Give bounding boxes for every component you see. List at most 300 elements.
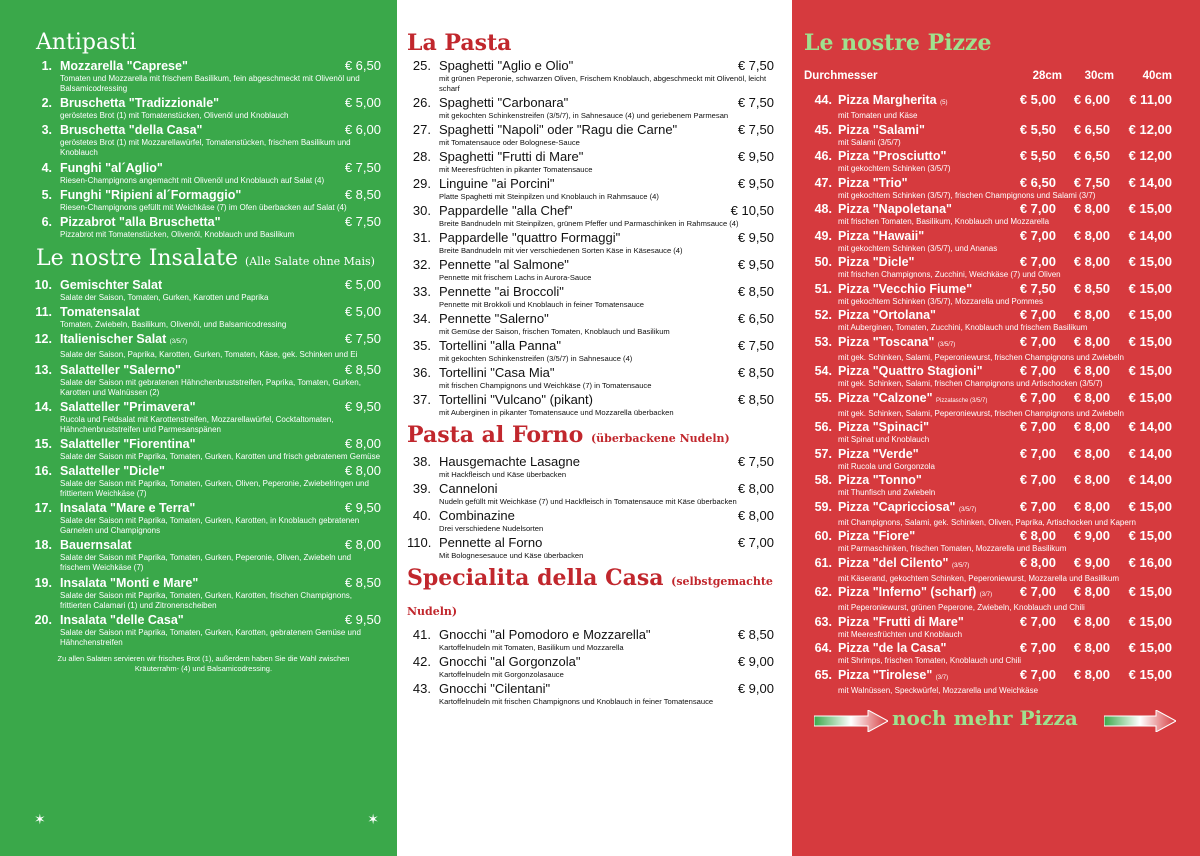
item-name bbox=[435, 338, 716, 354]
item-number: 17. bbox=[34, 501, 52, 516]
item-name-text: Salatteller "Fiorentina" bbox=[60, 436, 196, 451]
section-title-pizze: Le nostre Pizze bbox=[804, 30, 992, 56]
item-price: € 9,00 bbox=[737, 681, 774, 696]
item-price: € 7,50 bbox=[737, 122, 774, 137]
item-description: Drei verschiedene Nudelsorten bbox=[439, 524, 544, 533]
pizza-item bbox=[804, 175, 1172, 201]
price-28cm: € 7,00 bbox=[1019, 201, 1056, 216]
item-description: Kartoffelnudeln mit frischen Champignons und Knoblauch in feiner Tomatensauce bbox=[439, 697, 714, 706]
item-price: € 7,50 bbox=[344, 159, 381, 175]
item-name bbox=[56, 58, 329, 74]
pizza-name bbox=[834, 640, 1002, 656]
pizza-name bbox=[834, 92, 1002, 111]
pizza-tag: Pizzatasche (3/5/7) bbox=[936, 397, 988, 404]
pizza-number: 64. bbox=[814, 641, 832, 655]
item-price: € 5,00 bbox=[344, 304, 381, 320]
item-number: 33. bbox=[412, 284, 431, 299]
item-price: € 9,50 bbox=[737, 176, 774, 191]
menu-item bbox=[407, 230, 774, 256]
menu-item bbox=[407, 508, 774, 534]
item-price: € 8,50 bbox=[737, 284, 774, 299]
price-40cm: € 15,00 bbox=[1128, 363, 1172, 378]
item-name bbox=[56, 331, 329, 350]
item-name bbox=[435, 257, 716, 273]
pizza-description: mit Tomaten und Käse bbox=[838, 111, 918, 120]
price-40cm: € 15,00 bbox=[1128, 640, 1172, 655]
pizza-description: mit gek. Schinken, Salami, frischen Champignons und Artischocken (3/5/7) bbox=[838, 379, 1103, 388]
item-price: € 9,00 bbox=[737, 654, 774, 669]
pizza-description: mit gekochtem Schinken (3/5/7), frischen Champignons und Salami (3/7) bbox=[838, 190, 1096, 200]
pizza-item bbox=[804, 92, 1172, 121]
price-30cm: € 8,00 bbox=[1073, 584, 1110, 599]
pizza-item bbox=[804, 528, 1172, 554]
specialita-title: Specialita della Casa bbox=[407, 565, 664, 591]
item-number: 37. bbox=[412, 392, 431, 407]
price-30cm: € 9,00 bbox=[1073, 554, 1110, 570]
item-price: € 8,00 bbox=[737, 481, 774, 496]
item-price: € 7,50 bbox=[344, 331, 381, 347]
pizza-name bbox=[834, 201, 1002, 217]
menu-item bbox=[26, 331, 381, 360]
item-number: 19. bbox=[34, 575, 52, 590]
item-name-text: Linguine "ai Porcini" bbox=[439, 176, 555, 191]
item-price: € 7,50 bbox=[737, 454, 774, 469]
item-name-text: Bauernsalat bbox=[60, 538, 132, 553]
menu-item bbox=[26, 362, 381, 398]
price-40cm: € 15,00 bbox=[1128, 307, 1172, 322]
menu-item bbox=[407, 654, 774, 680]
pizza-description: mit Meeresfrüchten und Knoblauch bbox=[838, 629, 963, 639]
item-price: € 6,00 bbox=[344, 122, 381, 138]
price-28cm: € 7,00 bbox=[1019, 333, 1056, 349]
pizza-name-text: Pizza "Tonno" bbox=[838, 473, 922, 487]
item-name bbox=[56, 160, 329, 176]
pizza-name bbox=[834, 307, 1002, 323]
item-name bbox=[435, 365, 716, 381]
section-title-pasta: La Pasta bbox=[407, 30, 512, 56]
pizza-name-text: Pizza "Verde" bbox=[838, 446, 919, 461]
antipasti-list bbox=[26, 58, 381, 240]
menu-item bbox=[26, 463, 381, 499]
size-40: 40cm bbox=[1142, 70, 1172, 82]
price-40cm: € 14,00 bbox=[1128, 419, 1172, 434]
price-28cm: € 8,00 bbox=[1019, 528, 1056, 543]
pizza-item bbox=[804, 307, 1172, 333]
item-description: mit gekochten Schinkenstreifen (3/5/7), in Sahnesauce (4) und geriebenem Parmesan bbox=[439, 111, 729, 120]
item-number: 16. bbox=[34, 464, 52, 479]
pizza-name bbox=[834, 555, 1002, 574]
menu-item bbox=[407, 454, 774, 480]
price-40cm: € 14,00 bbox=[1128, 227, 1172, 243]
pizza-description: mit gekochtem Schinken (3/5/7), und Ananas bbox=[838, 243, 998, 253]
item-number: 18. bbox=[34, 538, 52, 553]
price-30cm: € 8,00 bbox=[1073, 333, 1110, 349]
item-description: Rucola und Feldsalat mit Karottenstreifen, Mozzarellawürfel, Cocktaltomaten, Hähnchenbruststreifen und Parmesanspänen bbox=[60, 414, 334, 434]
pizza-item bbox=[804, 363, 1172, 389]
price-30cm: € 8,00 bbox=[1073, 666, 1110, 682]
item-name bbox=[56, 399, 329, 415]
item-description: Salate der Saison mit Paprika, Tomaten, Gurken, Karotten, gebratenem Gemüse und Hähnchenstreifen bbox=[60, 627, 361, 647]
menu-item bbox=[26, 537, 381, 573]
price-30cm: € 8,00 bbox=[1073, 498, 1110, 514]
item-number: 29. bbox=[412, 176, 431, 191]
menu-item bbox=[26, 58, 381, 94]
pizza-number: 57. bbox=[814, 446, 832, 461]
menu-item bbox=[407, 392, 774, 418]
pizza-number: 62. bbox=[814, 585, 832, 599]
item-name bbox=[435, 454, 716, 470]
price-28cm: € 7,00 bbox=[1019, 254, 1056, 269]
item-name-text: Pennette "ai Broccoli" bbox=[439, 284, 564, 299]
item-number: 110. bbox=[407, 535, 432, 550]
pizza-name-text: Pizza "Calzone" bbox=[838, 390, 933, 405]
price-40cm: € 15,00 bbox=[1128, 498, 1172, 514]
pizza-item bbox=[804, 640, 1172, 666]
pizza-number: 49. bbox=[814, 228, 832, 243]
menu-item bbox=[407, 58, 774, 94]
price-30cm: € 8,00 bbox=[1073, 445, 1110, 461]
item-name-text: Hausgemachte Lasagne bbox=[439, 454, 580, 469]
column-pizze bbox=[792, 0, 1200, 856]
pizza-tag: (3/7) bbox=[979, 592, 993, 598]
size-label: Durchmesser bbox=[804, 70, 878, 82]
pizza-name-text: Pizza "Inferno" (scharf) bbox=[838, 585, 977, 599]
item-name-text: Pappardelle "alla Chef" bbox=[439, 203, 573, 218]
insalate-list bbox=[26, 277, 381, 648]
forno-title: Pasta al Forno bbox=[407, 422, 584, 448]
arrow-right-icon bbox=[814, 710, 888, 732]
price-30cm: € 8,00 bbox=[1073, 307, 1110, 322]
item-name-text: Pizzabrot "alla Bruschetta" bbox=[60, 214, 221, 229]
item-name-text: Pennette al Forno bbox=[439, 535, 543, 550]
item-name-text: Pappardelle "quattro Formaggi" bbox=[439, 230, 621, 245]
item-number: 20. bbox=[34, 612, 52, 627]
pizza-item bbox=[804, 419, 1172, 445]
item-description: Mit Bolognesesauce und Käse überbacken bbox=[439, 551, 584, 560]
price-40cm: € 14,00 bbox=[1128, 472, 1172, 487]
item-description: Nudeln gefüllt mit Weichkäse (7) und Hackfleisch in Tomatensauce mit Käse überbacken bbox=[439, 497, 737, 506]
pizza-number: 65. bbox=[814, 667, 832, 682]
pizza-tag: (3/5/7) bbox=[937, 341, 956, 348]
pizza-name-text: Pizza "Quattro Stagioni" bbox=[838, 364, 983, 378]
menu-item bbox=[26, 214, 381, 240]
item-name bbox=[56, 304, 329, 320]
item-price: € 8,50 bbox=[344, 361, 381, 377]
price-30cm: € 6,00 bbox=[1073, 92, 1110, 107]
item-number: 14. bbox=[34, 399, 52, 414]
pizza-item bbox=[804, 390, 1172, 419]
pizza-name-text: Pizza "Salami" bbox=[838, 122, 925, 137]
pizza-number: 61. bbox=[814, 555, 832, 570]
price-30cm: € 8,00 bbox=[1073, 419, 1110, 434]
item-number: 4. bbox=[41, 160, 52, 175]
price-40cm: € 15,00 bbox=[1128, 333, 1172, 349]
arrow-right-icon bbox=[1104, 710, 1176, 732]
section-title-specialita bbox=[407, 565, 774, 625]
pizza-description: mit gekochtem Schinken (3/5/7), Mozzarella und Pommes bbox=[838, 296, 1043, 306]
price-30cm: € 8,00 bbox=[1073, 254, 1110, 269]
item-name bbox=[56, 575, 329, 591]
pizza-name-text: Pizza "Toscana" bbox=[838, 334, 935, 349]
item-price: € 6,50 bbox=[344, 58, 381, 73]
price-30cm: € 8,00 bbox=[1073, 227, 1110, 243]
item-name-text: Gnocchi "al Pomodoro e Mozzarella" bbox=[439, 627, 651, 642]
menu-item bbox=[26, 612, 381, 648]
item-name-text: Gnocchi "al Gorgonzola" bbox=[439, 654, 581, 669]
price-40cm: € 16,00 bbox=[1128, 554, 1172, 570]
item-number: 40. bbox=[412, 508, 431, 523]
item-number: 35. bbox=[412, 338, 431, 353]
item-price: € 5,00 bbox=[344, 95, 381, 111]
pizza-description: mit gek. Schinken, Salami, Peperoniewurst, frischen Champignons und Zwiebeln bbox=[838, 352, 1124, 362]
menu-item bbox=[407, 149, 774, 175]
price-40cm: € 14,00 bbox=[1128, 445, 1172, 461]
price-30cm: € 8,00 bbox=[1073, 472, 1110, 487]
item-number: 2. bbox=[41, 96, 52, 111]
item-description: Tomaten, Zwiebeln, Basilikum, Olivenöl, und Balsamicodressing bbox=[60, 320, 287, 330]
item-name-text: Tortellini "Casa Mia" bbox=[439, 365, 555, 380]
item-name-text: Pennette "Salerno" bbox=[439, 311, 549, 326]
item-number: 26. bbox=[412, 95, 431, 110]
item-price: € 9,50 bbox=[344, 611, 381, 627]
item-price: € 7,50 bbox=[737, 58, 774, 73]
item-price: € 7,00 bbox=[737, 535, 774, 550]
item-number: 32. bbox=[412, 257, 431, 272]
item-price: € 5,00 bbox=[344, 276, 381, 292]
pizza-name-text: Pizza "Hawaii" bbox=[838, 228, 925, 243]
item-number: 34. bbox=[412, 311, 431, 326]
item-name-text: Spaghetti "Frutti di Mare" bbox=[439, 149, 584, 164]
item-name bbox=[435, 95, 716, 111]
item-description: mit gekochten Schinkenstreifen (3/5/7) in Sahnesauce (4) bbox=[439, 354, 633, 363]
menu-item bbox=[26, 399, 381, 435]
pizza-item bbox=[804, 201, 1172, 227]
menu-item bbox=[407, 627, 774, 653]
pizza-name bbox=[834, 148, 1002, 164]
item-number: 38. bbox=[412, 454, 431, 469]
price-40cm: € 15,00 bbox=[1128, 528, 1172, 543]
menu-item bbox=[26, 436, 381, 462]
item-description: Salate der Saison mit Paprika, Tomaten, Gurken, Peperonie, Oliven, Zwiebeln und frischem Weichkäse (7) bbox=[60, 553, 352, 573]
menu-item bbox=[407, 311, 774, 337]
item-number: 13. bbox=[34, 362, 52, 377]
item-description: Tomaten und Mozzarella mit frischem Basilikum, fein abgeschmeckt mit Olivenöl und Balsamicodressing bbox=[60, 74, 360, 93]
pizza-list bbox=[804, 92, 1172, 696]
pizza-number: 45. bbox=[814, 122, 832, 137]
item-name bbox=[435, 122, 716, 138]
item-number: 12. bbox=[34, 332, 52, 347]
pizza-name-text: Pizza "Trio" bbox=[838, 175, 908, 190]
item-number: 27. bbox=[412, 122, 431, 137]
pizza-name-text: Pizza "Napoletana" bbox=[838, 202, 952, 216]
item-price: € 8,50 bbox=[344, 574, 381, 590]
price-40cm: € 15,00 bbox=[1128, 666, 1172, 682]
price-30cm: € 8,00 bbox=[1073, 201, 1110, 216]
pizza-number: 44. bbox=[814, 93, 832, 107]
forno-subtitle: (überbackene Nudeln) bbox=[590, 432, 730, 445]
pizza-description: mit Walnüssen, Speckwürfel, Mozzarella und Weichkäse bbox=[838, 685, 1039, 695]
item-name-text: Spaghetti "Carbonara" bbox=[439, 95, 569, 110]
pizza-number: 59. bbox=[814, 499, 832, 514]
item-price: € 8,00 bbox=[737, 508, 774, 523]
item-description: Salate der Saison mit Paprika, Tomaten, Gurken, Oliven, Peperonie, Zwiebelringen und frittiertem Weichkäse (7) bbox=[60, 479, 369, 499]
item-name-text: Salatteller "Dicle" bbox=[60, 464, 165, 479]
pizza-size-header bbox=[804, 70, 1172, 82]
item-price: € 8,50 bbox=[737, 627, 774, 642]
star-icon: ✶ bbox=[367, 811, 379, 827]
pizza-description: mit Auberginen, Tomaten, Zucchini, Knoblauch und frischem Basilikum bbox=[838, 323, 1088, 332]
menu-item bbox=[407, 176, 774, 202]
pizza-number: 56. bbox=[814, 420, 832, 434]
pizza-name-text: Pizza "Tirolese" bbox=[838, 667, 933, 682]
pizza-tag: (3/5/7) bbox=[951, 562, 970, 569]
price-40cm: € 12,00 bbox=[1128, 121, 1172, 137]
price-40cm: € 14,00 bbox=[1128, 174, 1172, 190]
pizza-item bbox=[804, 228, 1172, 254]
pizza-description: mit Peperoniewurst, grünen Peperone, Zwiebeln, Knoblauch und Chili bbox=[838, 603, 1085, 612]
price-40cm: € 15,00 bbox=[1128, 254, 1172, 269]
item-description: Pizzabrot mit Tomatenstücken, Olivenöl, Knoblauch und Basilikum bbox=[60, 229, 295, 239]
price-40cm: € 15,00 bbox=[1128, 201, 1172, 216]
menu-item bbox=[407, 95, 774, 121]
item-name-text: Spaghetti "Aglio e Olio" bbox=[439, 58, 574, 73]
item-description: mit Meeresfrüchten in pikanter Tomatensauce bbox=[439, 165, 593, 174]
price-28cm: € 7,00 bbox=[1019, 584, 1056, 599]
item-name bbox=[56, 95, 329, 111]
item-name-text: Salatteller "Salerno" bbox=[60, 362, 181, 377]
item-price: € 9,50 bbox=[344, 398, 381, 414]
pasta-list bbox=[407, 58, 774, 418]
item-number: 43. bbox=[412, 681, 431, 696]
menu-item bbox=[26, 160, 381, 186]
item-name-text: Canneloni bbox=[439, 481, 498, 496]
specialita-list bbox=[407, 627, 774, 707]
item-description: Riesen-Champignons gefüllt mit Weichkäse (7) im Ofen überbacken auf Salat (4) bbox=[60, 202, 347, 212]
item-number: 1. bbox=[41, 59, 52, 73]
item-number: 25. bbox=[412, 58, 431, 73]
insalate-subtitle: (Alle Salate ohne Mais) bbox=[244, 254, 375, 268]
item-name bbox=[56, 122, 329, 138]
star-icon: ✶ bbox=[34, 811, 46, 827]
forno-list bbox=[407, 454, 774, 561]
pizza-description: mit Parmaschinken, frischen Tomaten, Mozzarella und Basilikum bbox=[838, 544, 1067, 553]
menu-item bbox=[26, 575, 381, 611]
pizza-name-text: Pizza "Prosciutto" bbox=[838, 149, 947, 163]
item-name bbox=[435, 654, 716, 670]
menu-item bbox=[26, 187, 381, 213]
item-price: € 8,50 bbox=[737, 392, 774, 407]
item-description: Salate der Saison, Paprika, Karotten, Gurken, Tomaten, Käse, gek. Schinken und Ei bbox=[60, 350, 358, 360]
item-number: 31. bbox=[412, 230, 431, 245]
menu-item bbox=[407, 284, 774, 310]
item-description: Salate der Saison, Tomaten, Gurken, Karotten und Paprika bbox=[60, 292, 269, 302]
pizza-item bbox=[804, 472, 1172, 498]
pizza-item bbox=[804, 667, 1172, 696]
price-40cm: € 11,00 bbox=[1129, 92, 1172, 107]
price-28cm: € 7,00 bbox=[1019, 363, 1056, 378]
item-number: 5. bbox=[41, 187, 52, 202]
pizza-tag: (3/7) bbox=[935, 674, 949, 681]
pizza-description: mit frischen Tomaten, Basilikum, Knoblauch und Mozzarella bbox=[838, 217, 1050, 226]
price-28cm: € 7,00 bbox=[1019, 227, 1056, 243]
pizza-name bbox=[834, 667, 1002, 686]
item-name-text: Funghi "Ripieni al´Formaggio" bbox=[60, 187, 242, 202]
item-name bbox=[435, 149, 716, 165]
pizza-name bbox=[834, 390, 1002, 409]
price-28cm: € 7,00 bbox=[1019, 472, 1056, 487]
price-40cm: € 15,00 bbox=[1128, 389, 1172, 405]
item-name-text: Gemischter Salat bbox=[60, 277, 163, 292]
price-28cm: € 5,50 bbox=[1019, 121, 1056, 137]
price-40cm: € 15,00 bbox=[1128, 584, 1172, 599]
price-28cm: € 7,00 bbox=[1019, 307, 1056, 322]
item-description: mit Tomatensauce oder Bolognese-Sauce bbox=[439, 138, 580, 147]
menu-item bbox=[407, 338, 774, 364]
pizza-name-text: Pizza "de la Casa" bbox=[838, 641, 947, 655]
menu-item bbox=[407, 481, 774, 507]
pizza-number: 51. bbox=[814, 281, 832, 296]
item-description: Salate der Saison mit Paprika, Tomaten, Gurken, Karotten, frischen Champignons, frittierten Calamari (1) und Zitronenscheiben bbox=[60, 590, 353, 610]
menu-item bbox=[26, 304, 381, 330]
price-28cm: € 5,50 bbox=[1019, 148, 1056, 163]
pizza-name-text: Pizza "Capricciosa" bbox=[838, 499, 956, 514]
specialita-subtitle: (selbstgemachte Nudeln) bbox=[407, 575, 773, 618]
pizza-item bbox=[804, 446, 1172, 472]
item-price: € 7,50 bbox=[737, 95, 774, 110]
item-description: Kartoffelnudeln mit Tomaten, Basilikum und Mozzarella bbox=[439, 643, 624, 652]
price-28cm: € 6,50 bbox=[1019, 174, 1056, 190]
pizza-name-text: Pizza "Dicle" bbox=[838, 255, 915, 269]
item-description: mit Gemüse der Saison, frischen Tomaten, Knoblauch und Basilikum bbox=[439, 327, 670, 336]
pizza-name-text: Pizza Margherita bbox=[838, 93, 937, 107]
menu-item bbox=[407, 122, 774, 148]
price-30cm: € 8,00 bbox=[1073, 613, 1110, 629]
item-number: 39. bbox=[412, 481, 431, 496]
item-name bbox=[56, 463, 329, 479]
item-name bbox=[56, 214, 329, 230]
item-price: € 10,50 bbox=[730, 203, 774, 218]
pizza-item bbox=[804, 122, 1172, 148]
pizza-name bbox=[834, 499, 1002, 518]
pizza-name-text: Pizza "Ortolana" bbox=[838, 308, 936, 322]
item-number: 15. bbox=[34, 436, 52, 451]
item-name bbox=[56, 537, 329, 553]
size-30: 30cm bbox=[1084, 70, 1114, 82]
menu-item bbox=[407, 681, 774, 707]
item-description: mit Auberginen in pikanter Tomatensauce und Mozzarella überbacken bbox=[439, 408, 674, 417]
pizza-item bbox=[804, 281, 1172, 307]
pizza-name bbox=[834, 122, 1002, 138]
item-description: Salate der Saison mit Paprika, Tomaten, Gurken, Karotten, in Knoblauch gebratenen Garnelen und Champignons bbox=[60, 516, 360, 536]
menu-item bbox=[26, 277, 381, 303]
price-28cm: € 7,00 bbox=[1019, 498, 1056, 514]
pizza-number: 48. bbox=[814, 202, 832, 216]
item-name-text: Tomatensalat bbox=[60, 305, 140, 320]
item-name bbox=[435, 58, 716, 74]
salad-footer-note: Zu allen Salaten servieren wir frisches Brot (1), außerdem haben Sie die Wahl zwischen Kräuterrahm- (4) und Balsamicodressing. bbox=[57, 653, 350, 673]
price-30cm: € 8,00 bbox=[1073, 389, 1110, 405]
price-28cm: € 7,00 bbox=[1019, 419, 1056, 434]
pizza-name-text: Pizza "Fiore" bbox=[838, 529, 916, 543]
pizza-tag: (5) bbox=[940, 100, 948, 106]
item-description: Breite Bandnudeln mit vier verschiedenen Sorten Käse in Käsesauce (4) bbox=[439, 246, 683, 255]
item-tag: (3/5/7) bbox=[169, 339, 188, 346]
pizza-item bbox=[804, 584, 1172, 613]
item-description: mit grünen Peperonie, schwarzen Oliven, Frischem Knoblauch, abgeschmeckt mit Olivenöl, leicht scharf bbox=[439, 74, 767, 93]
item-price: € 7,50 bbox=[344, 213, 381, 229]
price-30cm: € 6,50 bbox=[1073, 121, 1110, 137]
price-28cm: € 5,00 bbox=[1019, 92, 1056, 107]
